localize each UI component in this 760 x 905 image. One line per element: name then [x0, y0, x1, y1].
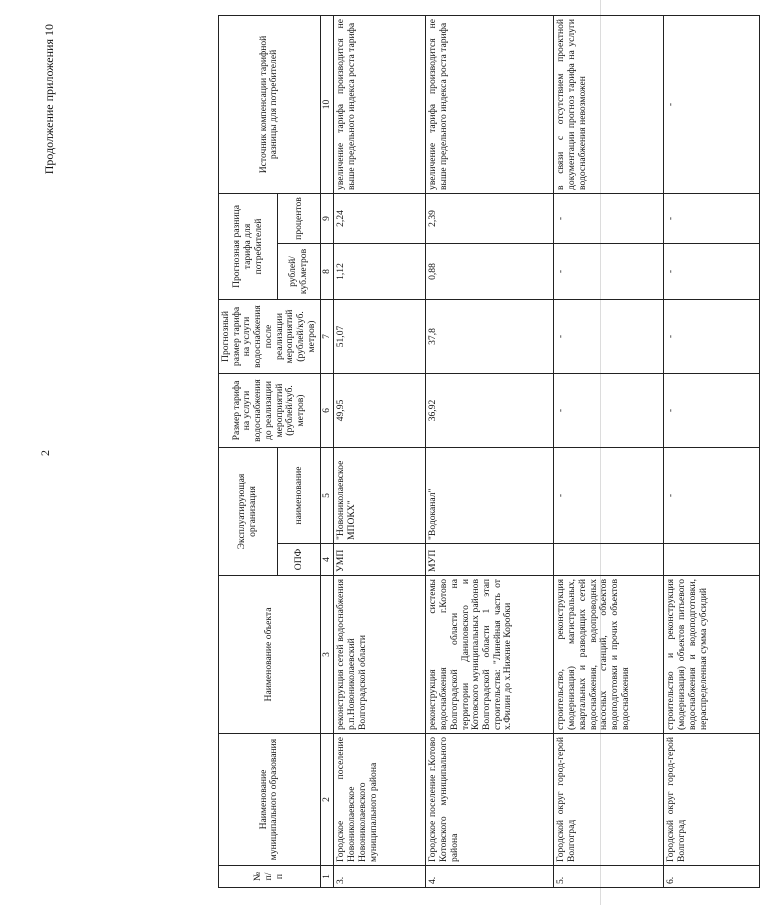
row-municipality: Городской округ город-герой Волгоград [554, 734, 664, 866]
row-diff-pct: - [554, 193, 664, 243]
col-num-7: 7 [320, 299, 334, 373]
header-row-1 [219, 15, 278, 887]
column-number-row [320, 15, 334, 887]
row-tariff-after: 51,07 [334, 299, 426, 373]
col-num-8: 8 [320, 243, 334, 299]
col-num-4: 4 [320, 544, 334, 576]
header-diff-pct: процентов [278, 193, 320, 243]
row-tariff-before: - [664, 373, 760, 447]
header-difference: Прогнозная разница тарифа для потребителей [219, 193, 278, 299]
row-no: 3. [334, 866, 426, 888]
continuation-title: Продолжение приложения 10 [42, 24, 56, 175]
row-tariff-after: - [554, 299, 664, 373]
table-row [426, 15, 554, 887]
row-name: - [664, 447, 760, 543]
header-opf: ОПФ [278, 544, 320, 576]
col-num-9: 9 [320, 193, 334, 243]
header-operator: Эксплуатирующая организация [219, 447, 278, 575]
row-object: реконструкция сетей водоснабжения р.п.Новониколаевский Волгоградской области [334, 576, 426, 734]
row-source: увеличение тарифа производится не выше предельного индекса роста тарифа [426, 15, 554, 193]
row-municipality: Городское поселение г.Котово Котовского муниципального района [426, 734, 554, 866]
row-source: - [664, 15, 760, 193]
col-num-6: 6 [320, 373, 334, 447]
row-source: увеличение тарифа производится не выше предельного индекса роста тарифа [334, 15, 426, 193]
row-object: реконструкция системы водоснабжения г.Котово Волгоградской области на территории Даниловского и Котовского муниципальных районов Волгоградской области 1 этап строительства: "Линейная часть от х.Филин до х.Нижние Коробки [426, 576, 554, 734]
header-tariff-before: Размер тарифа на услуги водоснабжения до реализации мероприятий (рублей/куб. метров) [219, 373, 321, 447]
row-opf [554, 544, 664, 576]
row-tariff-after: - [664, 299, 760, 373]
row-diff-rub: - [554, 243, 664, 299]
row-opf: МУП [426, 544, 554, 576]
row-name: - [554, 447, 664, 543]
col-num-10: 10 [320, 15, 334, 193]
row-no: 4. [426, 866, 554, 888]
row-object: строительство, реконструкция (модернизация) магистральных, квартальных и разводящих сетей водоснабжения, водопроводных насосных станций, объектов водоподготовки и прочих объектов водоснабжения [554, 576, 664, 734]
header-name: наименование [278, 447, 320, 543]
row-diff-pct: - [664, 193, 760, 243]
tariff-table [218, 15, 760, 888]
table-row [664, 15, 760, 887]
table-row [334, 15, 426, 887]
header-source: Источник компенсации тарифной разницы для потребителей [219, 15, 321, 193]
row-diff-pct: 2,24 [334, 193, 426, 243]
row-no: 5. [554, 866, 664, 888]
header-diff-rub: рублей/ куб.метров [278, 243, 320, 299]
page-number: 2 [38, 450, 52, 456]
col-num-2: 2 [320, 734, 334, 866]
row-diff-pct: 2,39 [426, 193, 554, 243]
row-tariff-after: 37,8 [426, 299, 554, 373]
row-object: строительство и реконструкция (модернизация) объектов питьевого водоснабжения и водоподготовки, нераспределенная сумма субсидий [664, 576, 760, 734]
row-municipality: Городское поселение Новониколаевское Новониколаевского муниципального района [334, 734, 426, 866]
header-object: Наименование объекта [219, 576, 321, 734]
col-num-3: 3 [320, 576, 334, 734]
row-name: "Новониколаевское МПОКХ" [334, 447, 426, 543]
row-source: в связи с отсутствием проектной документации прогноз тарифа на услуги водоснабжения невозможен [554, 15, 664, 193]
rotated-page-content [38, 18, 709, 888]
col-num-5: 5 [320, 447, 334, 543]
row-opf [664, 544, 760, 576]
header-tariff-after: Прогнозный размер тарифа на услуги водоснабжения после реализации мероприятий (рублей/куб. метров) [219, 299, 321, 373]
header-municipality: Наименование муниципального образования [219, 734, 321, 866]
row-diff-rub: 1,12 [334, 243, 426, 299]
row-tariff-before: - [554, 373, 664, 447]
table-row [554, 15, 664, 887]
row-no: 6. [664, 866, 760, 888]
header-no: № п/ п [219, 866, 321, 888]
col-num-1: 1 [320, 866, 334, 888]
row-name: "Водоканал" [426, 447, 554, 543]
row-opf: УМП [334, 544, 426, 576]
row-diff-rub: - [664, 243, 760, 299]
row-tariff-before: 36,92 [426, 373, 554, 447]
row-tariff-before: 49,95 [334, 373, 426, 447]
row-municipality: Городской округ город-герой Волгоград [664, 734, 760, 866]
row-diff-rub: 0,88 [426, 243, 554, 299]
